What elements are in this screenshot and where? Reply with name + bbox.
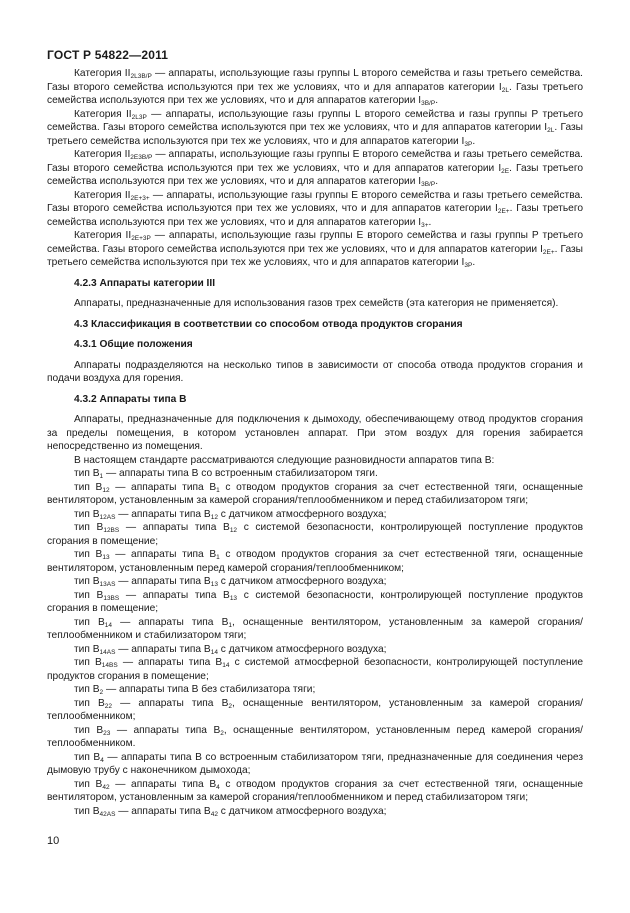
paragraph: тип $В_{13AS}$ — аппараты типа $В_{13}$ с датчиком атмосферного воздуха; [74, 576, 387, 588]
section-heading: 4.2.3 Аппараты категории III [74, 277, 216, 289]
spacer [47, 406, 583, 413]
paragraph: Категория $II_{2E+3+}$ — аппараты, использующие газы группы Е второго семейства и газы третьего семейства. Газы второго семейства используются при тех же условиях, что и для аппаратов категории $I_{2E+}$. Газы третьего семейства используются при тех же условиях, что и для аппаратов категории $I_{3+}$. [47, 189, 584, 229]
spacer [47, 386, 583, 393]
spacer [47, 311, 583, 318]
paragraph: Категория $II_{2L3P}$ — аппараты, использующие газы группы L второго семейства и газы группы Р третьего семейства. Газы второго семейства используются при тех же условиях, что и для аппаратов категории $I_{2L}$. Газы третьего семейства используются при тех же условиях, что и для аппаратов категории $I_{3P}$. [47, 108, 583, 148]
paragraph: тип $В_{42}$ — аппараты типа $В_4$ с отводом продуктов сгорания за счет естественной тяги, оснащенные вентилятором, установленным за камерой сгорания/теплообменником и перед стабилизатором тяги; [47, 778, 583, 803]
spacer [47, 290, 583, 297]
paragraph: Категория $II_{2L3B/P}$ — аппараты, использующие газы группы L второго семейства и газы третьего семейства. Газы второго семейства используются при тех же условиях, что и для аппаратов категории $I_{2L}$. Газы третьего семейства используются при тех же условиях, что и для аппаратов категории $I_{3B/P}$. [47, 68, 584, 107]
paragraph: тип $В_{14BS}$ — аппараты типа $В_{14}$ с системой атмосферной безопасности, контролирующей поступление продуктов сгорания в помещение; [47, 657, 583, 682]
paragraph: тип $В_{12AS}$ — аппараты типа $В_{12}$ с датчиком атмосферного воздуха; [74, 508, 387, 521]
paragraph: Аппараты подразделяются на несколько типов в зависимости от способа отвода продуктов сгорания и подачи воздуха для горения. [47, 359, 583, 384]
section-heading: 4.3.1 Общие положения [74, 339, 193, 350]
document-body [47, 67, 583, 818]
spacer [47, 331, 583, 338]
paragraph: тип $В_4$ — аппараты типа В со встроенным стабилизатором тяги, предназначенные для соединения через дымовую трубу с наконечником дымохода; [47, 751, 583, 776]
section-heading: 4.3 Классификация в соответствии со способом отвода продуктов сгорания [74, 318, 463, 330]
paragraph: тип $В_2$ — аппараты типа В без стабилизатора тяги; [74, 684, 316, 696]
paragraph: Категория $II_{2E+3P}$ — аппараты, использующие газы группы Е второго семейства и газы группы Р третьего семейства. Газы второго семейства используются при тех же условиях, что и для аппаратов категории $I_{2E+}$. Газы третьего семейства используются при тех же условиях, что и для аппаратов категории $I_{3P}$. [47, 230, 583, 269]
section-heading: 4.3.2 Аппараты типа В [74, 393, 187, 405]
spacer [47, 352, 583, 359]
paragraph: тип $В_{14}$ — аппараты типа $В_1$, оснащенные вентилятором, установленным за камерой сгорания/теплообменником и стабилизатором тяги; [47, 616, 583, 641]
paragraph: тип $В_{23}$ — аппараты типа $В_2$, оснащенные вентилятором, установленным перед камерой сгорания/теплообменником. [47, 724, 584, 749]
page-number: 10 [47, 835, 60, 847]
paragraph: тип $В_{42AS}$ — аппараты типа $В_{42}$ с датчиком атмосферного воздуха; [74, 805, 387, 818]
paragraph: тип $В_{13}$ — аппараты типа $В_1$ с отводом продуктов сгорания за счет естественной тяги, оснащенные вентилятором, установленным перед камерой сгорания/теплообменником; [47, 549, 583, 574]
paragraph: тип $В_1$ — аппараты типа В со встроенным стабилизатором тяги. [74, 468, 378, 480]
paragraph: Категория $II_{2E3B/P}$ — аппараты, использующие газы группы Е второго семейства и газы третьего семейства. Газы второго семейства используются при тех же условиях, что и для аппаратов категории $I_{2E}$. Газы третьего семейства используются при тех же условиях, что и для аппаратов категории $I_{3B/P}$. [47, 149, 584, 188]
paragraph: тип $В_{12}$ — аппараты типа $В_1$ с отводом продуктов сгорания за счет естественной тяги, оснащенные вентилятором, установленным за камерой сгорания/теплообменником и перед стабилизатором тяги; [47, 481, 583, 506]
spacer [47, 270, 583, 277]
paragraph: тип $В_{13BS}$ — аппараты типа $В_{13}$ с системой безопасности, контролирующей поступление продуктов сгорания в помещение; [47, 589, 584, 614]
paragraph: тип $В_{22}$ — аппараты типа $В_2$, оснащенные вентилятором, установленным за камерой сгорания/теплообменником; [47, 697, 583, 722]
paragraph: Аппараты, предназначенные для подключения к дымоходу, обеспечивающему отвод продуктов сгорания за пределы помещения, в котором установлен аппарат. При этом воздух для горения забирается непосредственно из помещения. [47, 414, 583, 452]
paragraph: В настоящем стандарте рассматриваются следующие разновидности аппаратов типа В: [74, 454, 495, 466]
paragraph: тип $В_{14AS}$ — аппараты типа $В_{14}$ с датчиком атмосферного воздуха; [74, 643, 387, 656]
paragraph: Аппараты, предназначенные для использования газов трех семейств (эта категория не применяется). [74, 298, 559, 309]
paragraph: тип $В_{12BS}$ — аппараты типа $В_{12}$ с системой безопасности, контролирующей поступление продуктов сгорания в помещение; [47, 522, 584, 547]
document-header: ГОСТ Р 54822—2011 [47, 48, 169, 62]
